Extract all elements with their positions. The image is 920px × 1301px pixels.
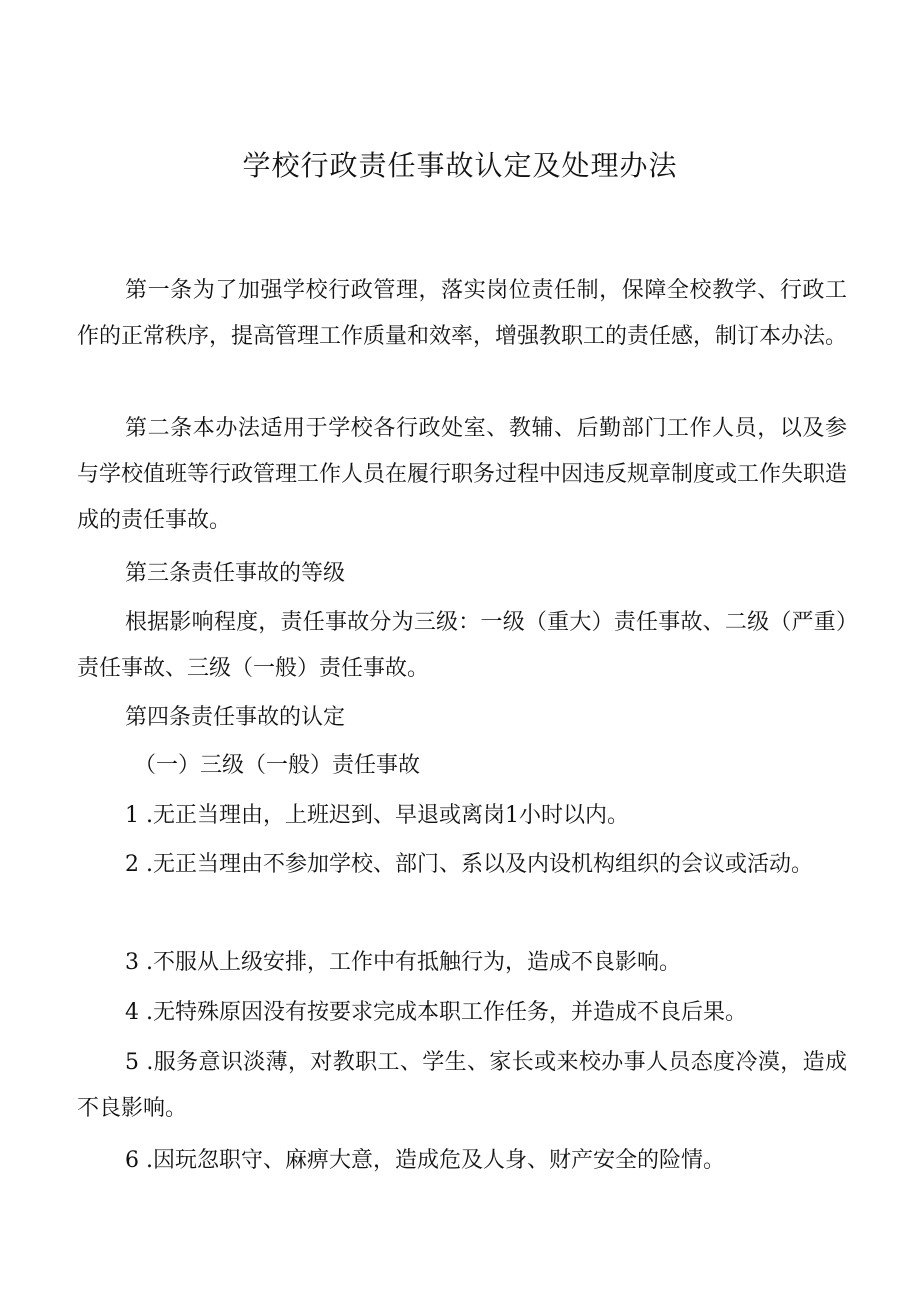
article-2: 第二条本办法适用于学校各行政处室、教辅、后勤部门工作人员，以及参与学校值班等行政管理工作人员在履行职务过程中因违反规章制度或工作失职造成的责任事故。: [77, 416, 848, 533]
article-3-body: 根据影响程度，责任事故分为三级：一级（重大）责任事故、二级（严重）责任事故、三级（一般）责任事故。: [77, 610, 847, 681]
list-item-4: 4 .无特殊原因没有按要求完成本职工作任务，并造成不良后果。: [125, 1000, 747, 1025]
list-item-3: 3 .不服从上级安排，工作中有抵触行为，造成不良影响。: [125, 950, 681, 975]
list-item-5: 5 .服务意识淡薄，对教职工、学生、家长或来校办事人员态度冷漠，造成不良影响。: [77, 1050, 847, 1121]
subheading-level-3: （一）三级（一般）责任事故: [134, 753, 421, 778]
article-1: 第一条为了加强学校行政管理，落实岗位责任制，保障全校教学、行政工作的正常秩序，提高管理工作质量和效率，增强教职工的责任感，制订本办法。: [77, 278, 848, 349]
list-item-6: 6 .因玩忽职守、麻痹大意，造成危及人身、财产安全的险情。: [125, 1148, 725, 1173]
article-4-heading: 第四条责任事故的认定: [125, 705, 346, 730]
list-item-2: 2 .无正当理由不参加学校、部门、系以及内设机构组织的会议或活动。: [125, 852, 813, 877]
article-3-heading: 第三条责任事故的等级: [125, 561, 346, 586]
list-item-1: 1 .无正当理由，上班迟到、早退或离岗1小时以内。: [125, 803, 629, 828]
document-title: 学校行政责任事故认定及处理办法: [242, 149, 678, 182]
